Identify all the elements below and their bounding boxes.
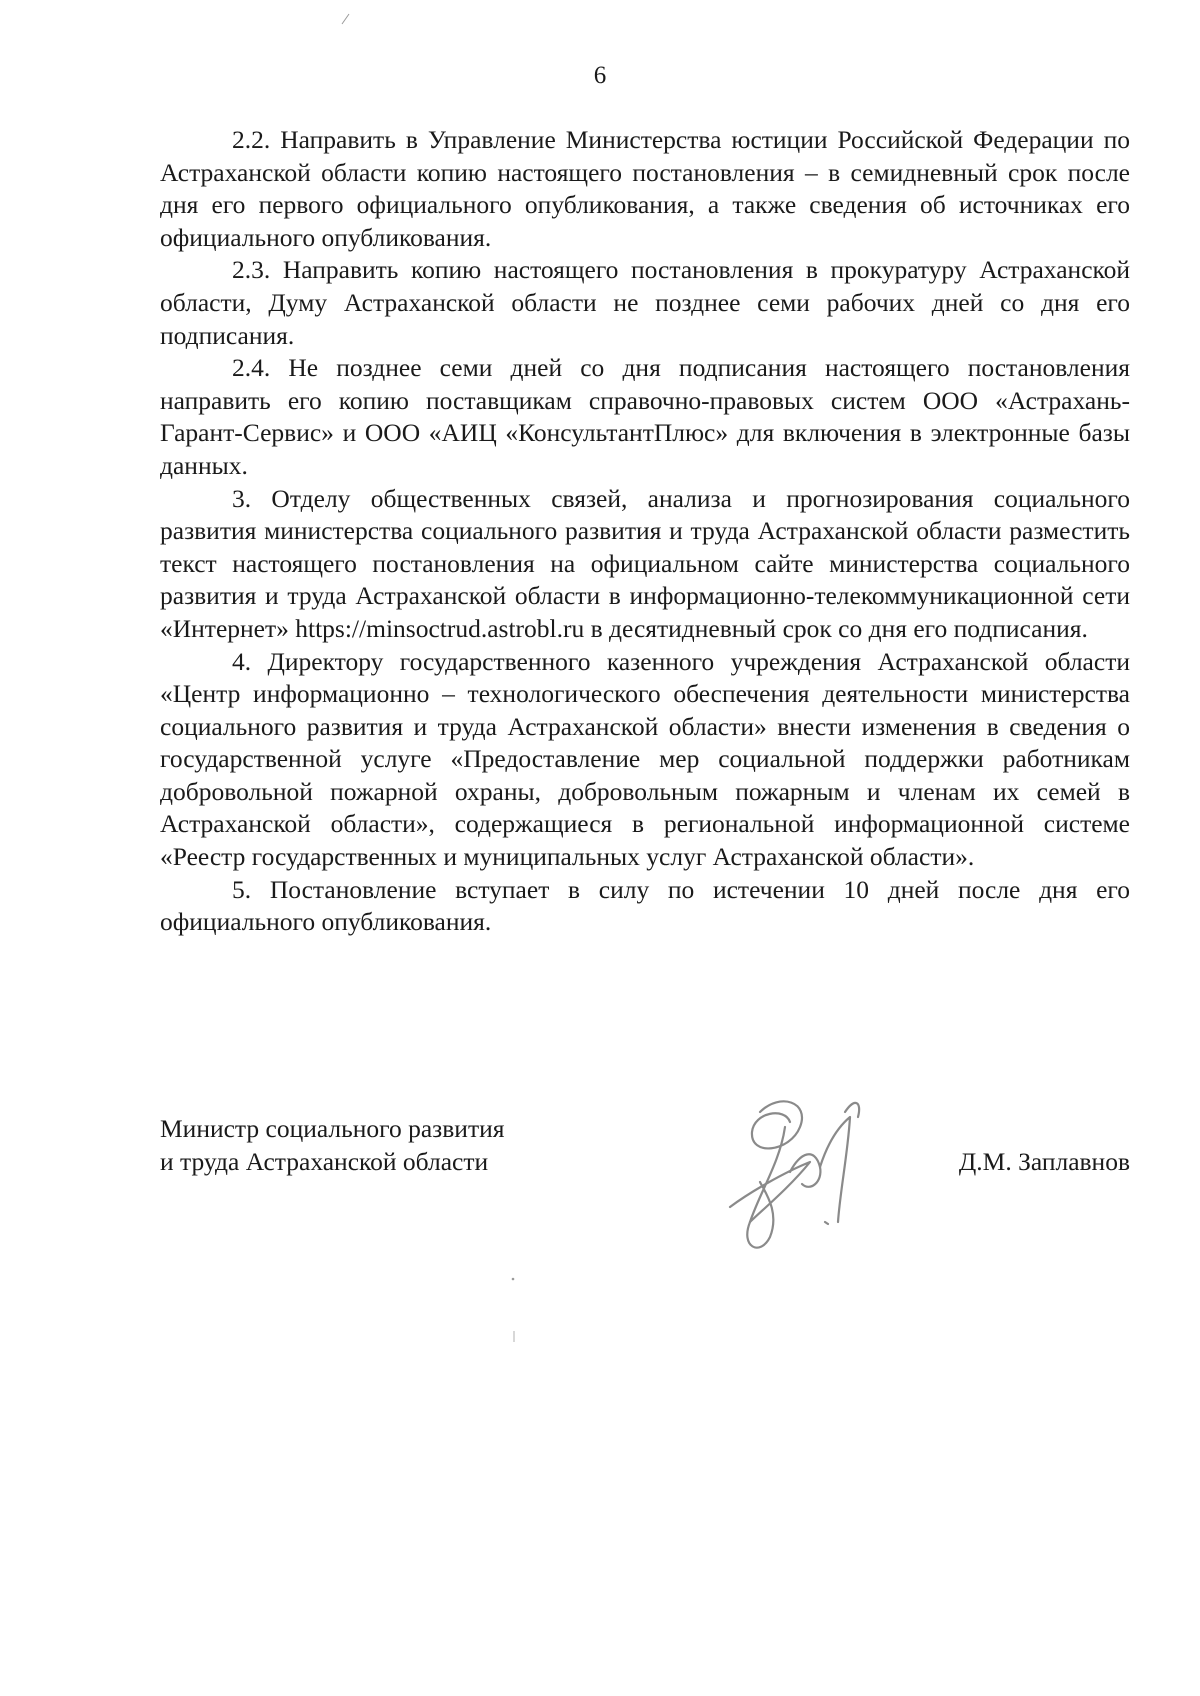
signatory-name: Д.М. Заплавнов xyxy=(958,1147,1130,1176)
handwritten-signature xyxy=(690,1072,900,1282)
signature-block xyxy=(160,1112,1130,1332)
signatory-position xyxy=(160,1112,504,1178)
paragraph-3: 3. Отделу общественных связей, анализа и прогнозирования социального развития министерства социального развития и труда Астраханской области разместить текст настоящего постановления на официальном сайте министерства социального развития и труда Астраханской области в информационно-телекоммуникационной сети «Интернет» https://minsoctrud.astrobl.ru в десятидневный срок со дня его подписания. xyxy=(160,483,1130,643)
paragraph-4: 4. Директору государственного казенного учреждения Астраханской области «Центр информационно – технологического обеспечения деятельности министерства социального развития и труда Астраханской области» внести изменения в сведения о государственной услуге «Предоставление мер социальной поддержки работникам добровольной пожарной охраны, добровольным пожарным и членам их семей в Астраханской области», содержащиеся в региональной информационной системе «Реестр государственных и муниципальных услуг Астраханской области». xyxy=(160,646,1130,872)
paragraph-2-4: 2.4. Не позднее семи дней со дня подписания настоящего постановления направить его копию поставщикам справочно-правовых систем ООО «Астрахань-Гарант-Сервис» и ООО «АИЦ «КонсультантПлюс» для включения в электронные базы данных. xyxy=(160,353,1130,480)
scan-mark xyxy=(340,12,352,26)
paragraph-5: 5. Постановление вступает в силу по истечении 10 дней после дня его официального опубликования. xyxy=(160,874,1130,937)
scan-speck xyxy=(512,1330,516,1344)
signatory-position-line-2: и труда Астраханской области xyxy=(160,1147,489,1176)
document-body xyxy=(160,124,1130,939)
paragraph-2-2: 2.2. Направить в Управление Министерства юстиции Российской Федерации по Астраханской области копию настоящего постановления – в семидневный срок после дня его первого официального опубликования, а также сведения об источниках его официального опубликования. xyxy=(160,125,1130,252)
page-number: 6 xyxy=(593,62,607,89)
paragraph-2-3: 2.3. Направить копию настоящего постановления в прокуратуру Астраханской области, Думу Астраханской области не позднее семи рабочих дней со дня его подписания. xyxy=(160,255,1130,350)
scan-speck xyxy=(510,1276,516,1282)
signatory-position-line-1: Министр социального развития xyxy=(160,1114,505,1143)
